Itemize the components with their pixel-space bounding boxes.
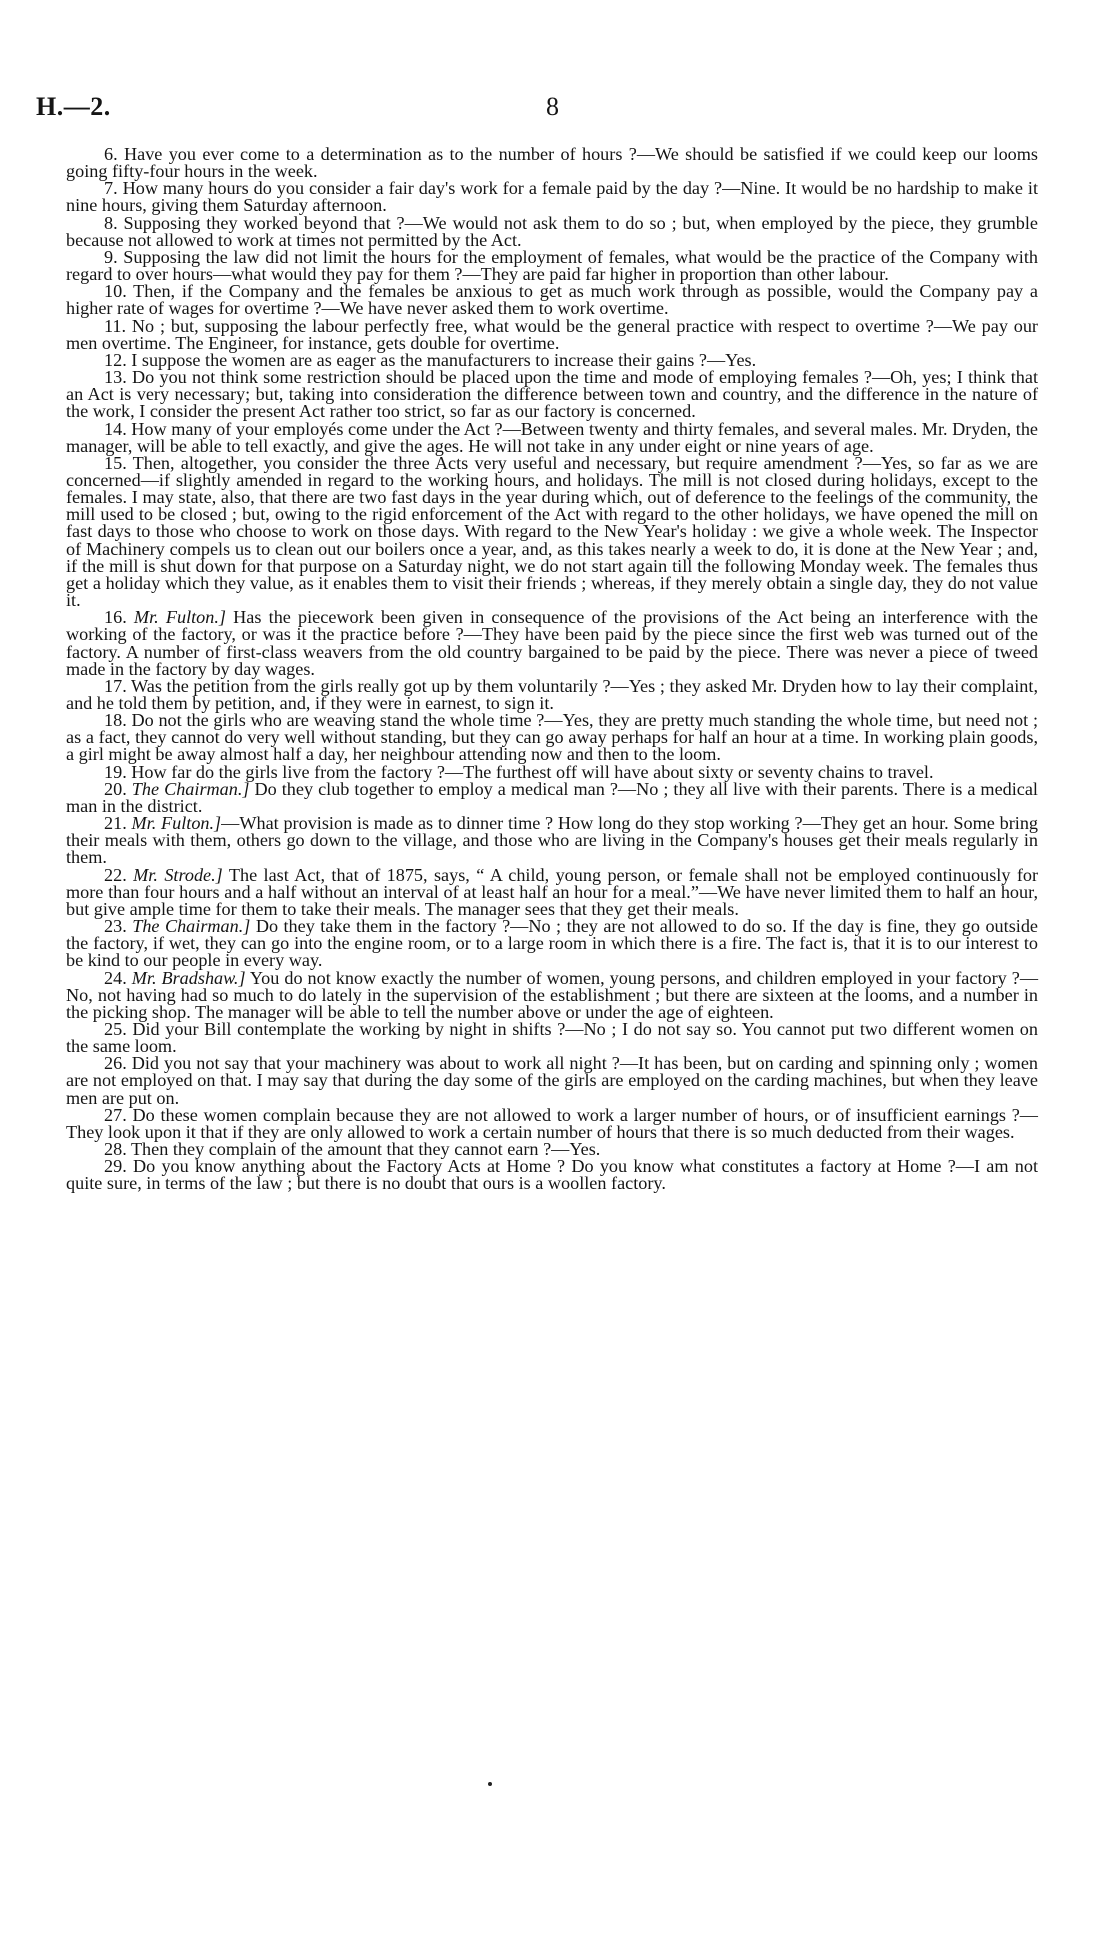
paragraph-q24	[66, 967, 1039, 1022]
paragraph-q14: 14. How many of your employés come under the Act ?—Between twenty and thirty females, and several males. Mr. Dryden, the manager, will be able to tell exactly, and give the ages. He will not take in any under eight or nine years of age.	[66, 418, 1038, 456]
paragraph-body: Do they club together to employ a medical man ?—No ; they all live with their parents. There is a medical man in the district.	[66, 778, 1038, 816]
question-number: 22.	[104, 864, 127, 885]
question-number: 21.	[104, 813, 127, 834]
speaker-name: Mr. Fulton.]	[133, 607, 226, 628]
speaker-name: Mr. Fulton.]	[131, 813, 222, 834]
paragraph-body: The last Act, that of 1875, says, “ A child, young person, or female shall not be employed continuously for more than four hours and a half without an interval of at least half an hour for a meal.”—We have never limited them to half an hour, but give ample time for them to take their meals. The manager sees that they get their meals.	[66, 864, 1039, 919]
question-number: 23.	[104, 916, 127, 937]
paragraph-body: Has the piecework been given in consequence of the provisions of the Act being an interference with the working of the factory, or was it the practice before ?—They have been paid by the piece since the first web was turned out of the factory. A number of first-class weavers from the old country bargained to be paid by the piece. There was never a piece of tweed made in the factory by day wages.	[66, 607, 1039, 679]
paragraph-q23	[66, 918, 1038, 969]
paragraph-q11: 11. No ; but, supposing the labour perfectly free, what would be the general practice with respect to overtime ?—We pay our men overtime. The Engineer, for instance, gets double for overtime.	[66, 315, 1038, 353]
paragraph-q27: 27. Do these women complain because they are not allowed to work a larger number of hours, or of insufficient earnings ?—They look upon it that if they are only allowed to work a certain number of hours that there is so much deducted from their wages.	[66, 1104, 1038, 1142]
paragraph-q26: 26. Did you not say that your machinery was about to work all night ?—It has been, but on carding and spinning only ; women are not employed on that. I may say that during the day some of the girls are employed on the carding machines, but when they leave men are put on.	[66, 1053, 1038, 1108]
paragraph-body: —What provision is made as to dinner time ? How long do they stop working ?—They get an hour. Some bring their meals with them, others go down to the village, and those who are living in the Company's houses get their meals regularly in them.	[66, 813, 1039, 868]
paragraph-q6: 6. Have you ever come to a determination as to the number of hours ?—We should be satisfied if we could keep our looms going fifty-four hours in the week.	[66, 144, 1038, 182]
paragraph-q25: 25. Did your Bill contemplate the working by night in shifts ?—No ; I do not say so. You cannot put two different women on the same loom.	[66, 1018, 1038, 1057]
paragraph-q13: 13. Do you not think some restriction should be placed upon the time and mode of employing females ?—Oh, yes; I think that an Act is very necessary; but, taking into consideration the difference between town and country, and the difference in the nature of the work, I consider the present Act rather too strict, so far as our factory is concerned.	[66, 367, 1038, 422]
paragraph-q16	[66, 609, 1038, 678]
speaker-name: The Chairman.]	[131, 778, 250, 799]
speaker-name: Mr. Strode.]	[133, 864, 223, 885]
paragraph-q15: 15. Then, altogether, you consider the three Acts very useful and necessary, but require amendment ?—Yes, so far as we are concerned—if slightly amended in regard to the working hours, and holidays. The mill is not closed during holidays, except to the females. I may state, also, that there are two fast days in the year during which, out of deference to the feelings of the community, the mill used to be closed ; but, owing to the rigid enforcement of the Act with regard to the other holidays, we have opened the mill on fast days to those who choose to work on those days. With regard to the New Year's holiday : we give a whole week. The Inspector of Machinery compels us to clean out our boilers once a year, and, as this takes nearly a week to do, it is done at the New Year ; and, if the mill is shut down for that purpose on a Saturday night, we do not start again till the following Monday week. The females thus get a holiday which they value, as it enables them to visit their friends ; whereas, if they merely obtain a single day, they do not value it.	[66, 452, 1038, 611]
paragraph-body: You do not know exactly the number of women, young persons, and children employed in your factory ?—No, not having had so much to do lately in the supervision of the establishment ; but there are sixteen at the looms, and a number in the picking shop. The manager will be able to tell the number above or under the age of eighteen.	[66, 967, 1039, 1022]
evidence-text	[66, 146, 1038, 1193]
paragraph-q12: 12. I suppose the women are as eager as the manufacturers to increase their gains ?—Yes.	[104, 349, 757, 370]
paragraph-body: Do they take them in the factory ?—No ; they are not allowed to do so. If the day is fine, they go outside the factory, if wet, they can go into the engine room, or to a large room in which there is a fire. The fact is, that it is to our interest to be kind to our people in every way.	[66, 916, 1038, 971]
paragraph-q8: 8. Supposing they worked beyond that ?—We would not ask them to do so ; but, when employed by the piece, they grumble because not allowed to work at times not permitted by the Act.	[66, 212, 1038, 250]
paragraph-q18: 18. Do not the girls who are weaving stand the whole time ?—Yes, they are pretty much standing the whole time, but need not ; as a fact, they cannot do very well without standing, but they can go away perhaps for half an hour at a time. In working plain goods, a girl might be away almost half a day, her neighbour attending now and then to the loom.	[66, 710, 1038, 765]
paragraph-q9: 9. Supposing the law did not limit the hours for the employment of females, what would be the practice of the Company with regard to over hours—what would they pay for them ?—They are paid far higher in proportion than other labour.	[66, 246, 1038, 285]
page-number: 8	[546, 92, 559, 121]
paragraph-q19: 19. How far do the girls live from the factory ?—The furthest off will have about sixty or seventy chains to travel.	[104, 761, 934, 782]
paragraph-q21	[66, 815, 1038, 866]
question-number: 20.	[104, 778, 127, 799]
question-number: 16.	[104, 607, 127, 628]
paragraph-q7: 7. How many hours do you consider a fair day's work for a female paid by the day ?—Nine. It would be no hardship to make it nine hours, giving them Saturday afternoon.	[66, 178, 1038, 216]
speaker-name: The Chairman.]	[132, 916, 251, 937]
paragraph-q17: 17. Was the petition from the girls really got up by them voluntarily ?—Yes ; they asked Mr. Dryden how to lay their complaint, and he told them by petition, and, if they were in earnest, to sign it.	[66, 675, 1038, 713]
speaker-name: Mr. Bradshaw.]	[131, 967, 246, 988]
paragraph-q29: 29. Do you know anything about the Factory Acts at Home ? Do you know what constitutes a factory at Home ?—I am not quite sure, in terms of the law ; but there is no doubt that ours is a woollen factory.	[66, 1156, 1038, 1194]
paragraph-q20	[66, 778, 1038, 816]
paragraph-q10: 10. Then, if the Company and the females be anxious to get as much work through as possible, would the Company pay a higher rate of wages for overtime ?—We have never asked them to work overtime.	[66, 281, 1038, 319]
page-header	[36, 92, 1078, 128]
question-number: 24.	[104, 967, 127, 988]
document-reference: H.—2.	[36, 92, 111, 121]
page-mark-dot	[488, 1782, 492, 1786]
paragraph-q28: 28. Then they complain of the amount that they cannot earn ?—Yes.	[104, 1139, 601, 1160]
paragraph-q22	[66, 864, 1039, 919]
